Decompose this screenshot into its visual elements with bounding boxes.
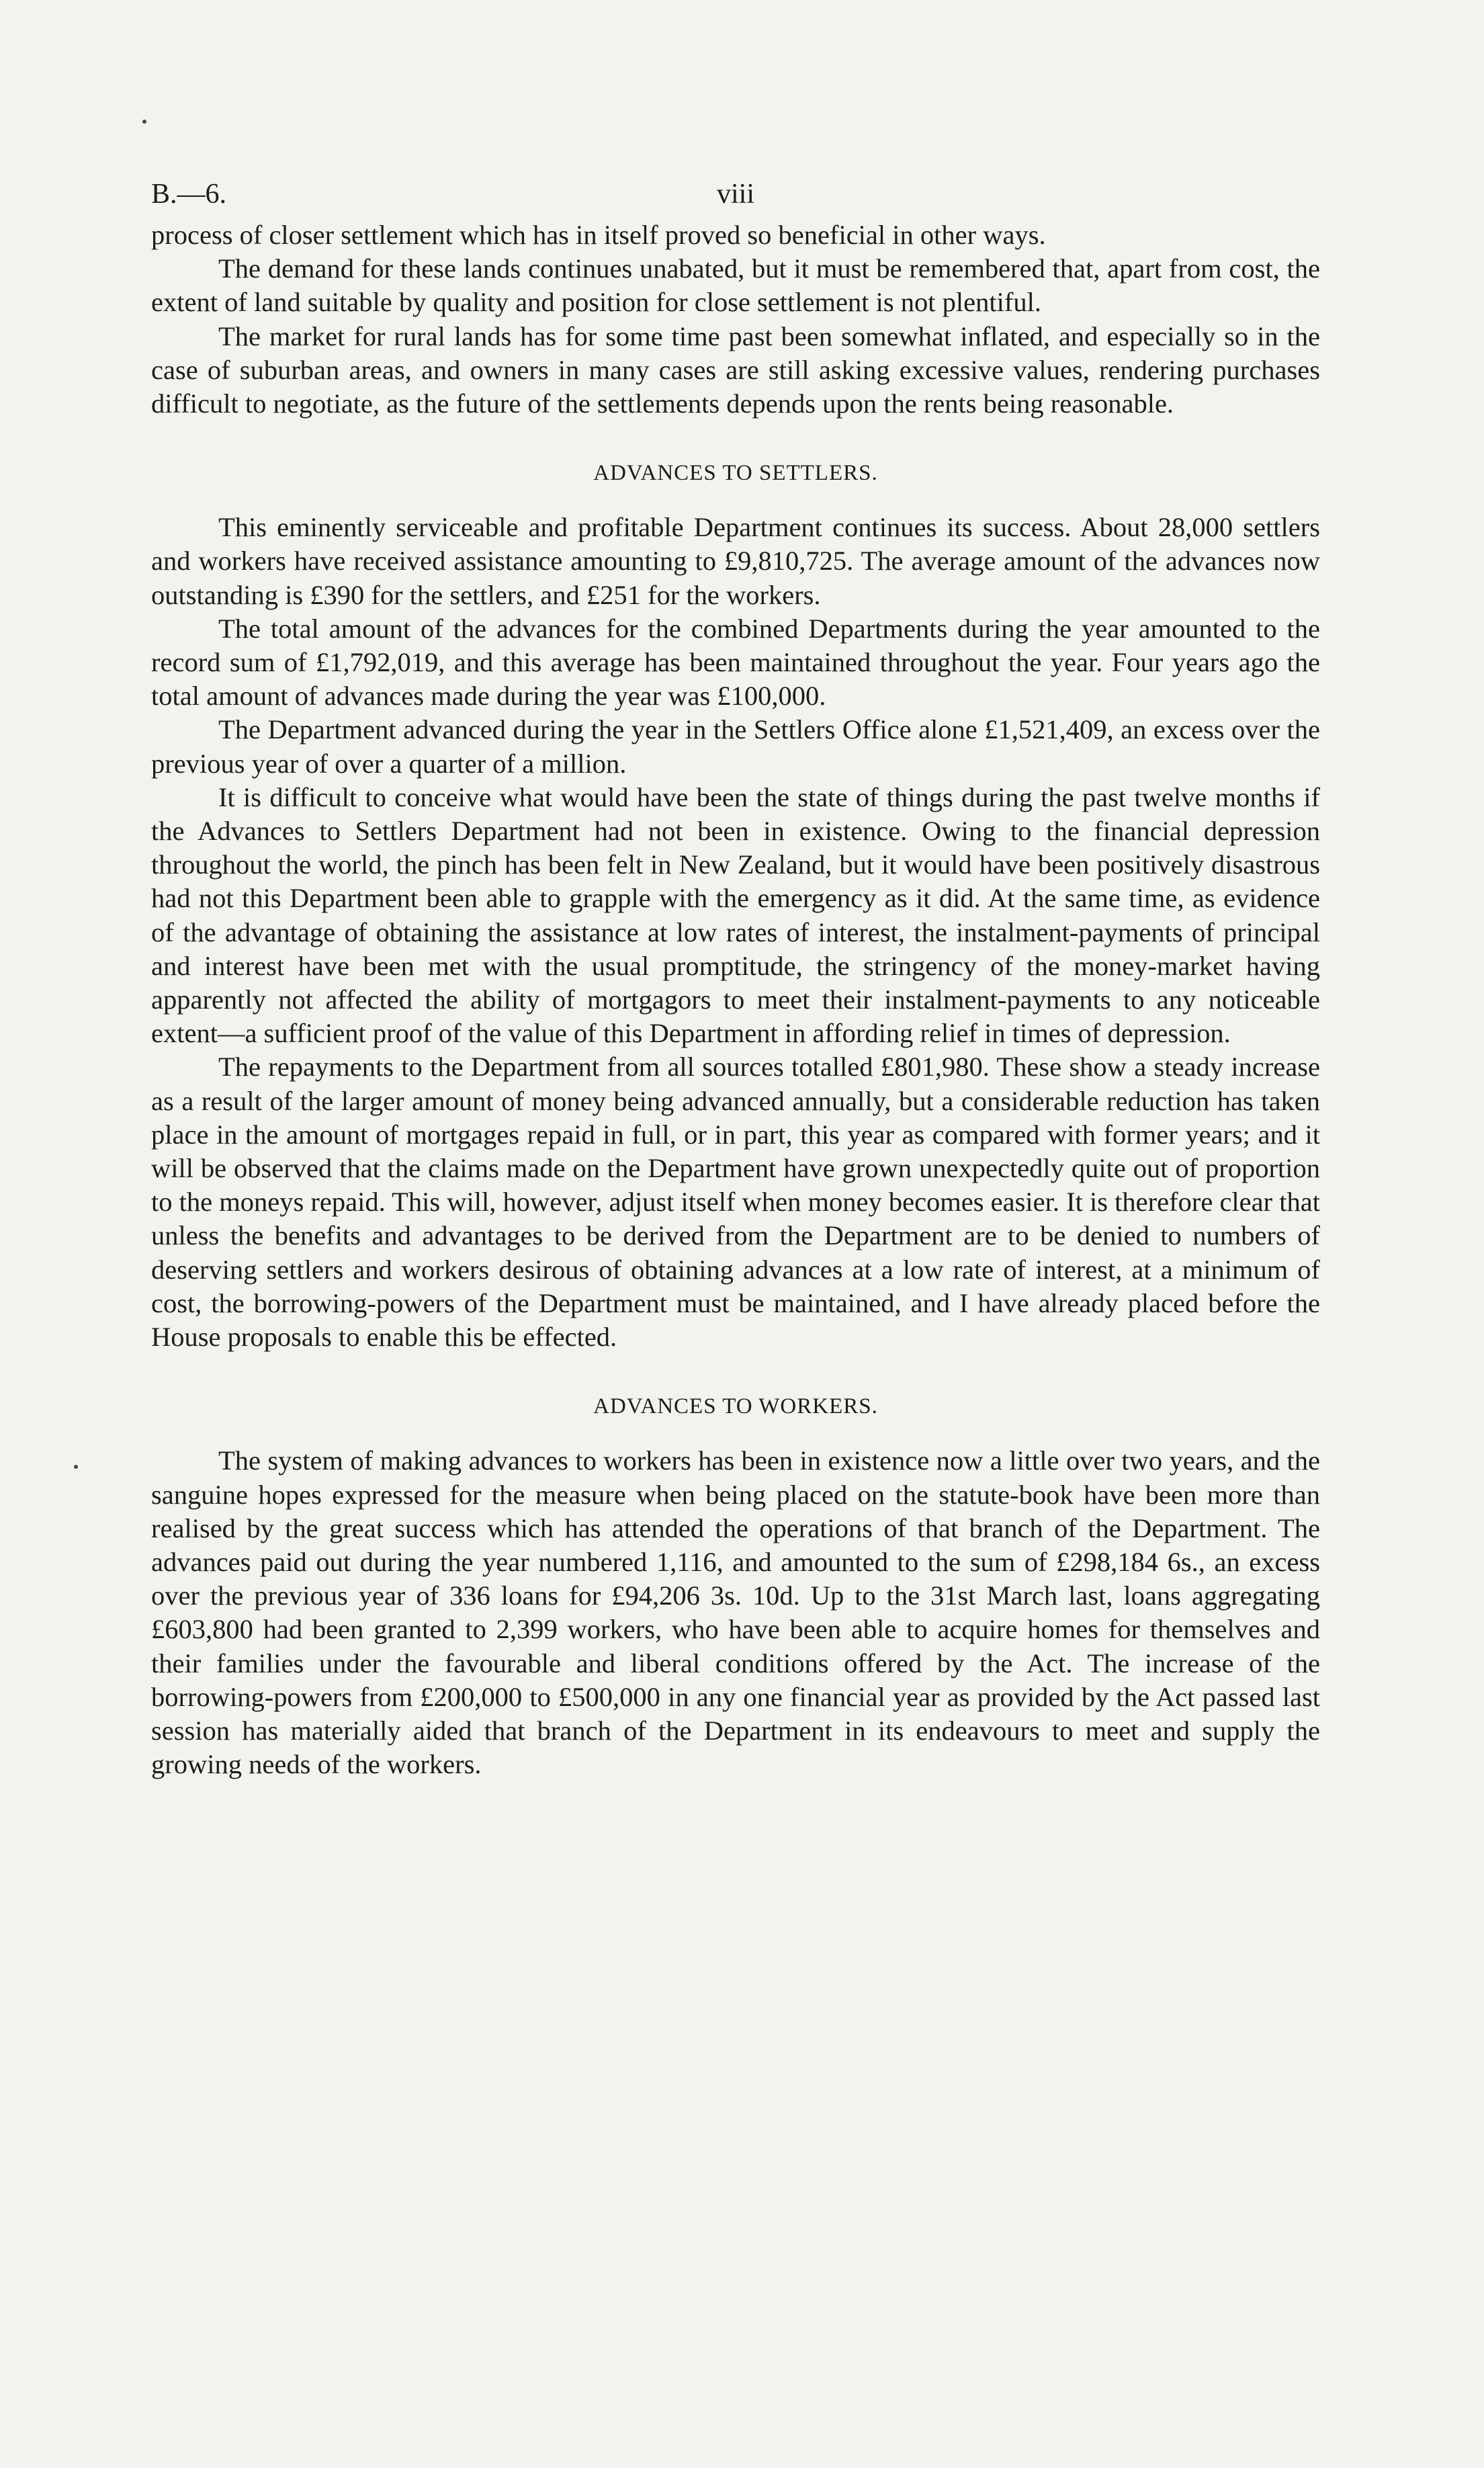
paper-speck (142, 120, 146, 124)
document-page (151, 178, 1320, 1781)
paragraph: It is difficult to conceive what would have been the state of things during the past twelve months if the Advances to Settlers Department had not been in existence. Owing to the financial depression throughout the world, the pinch has been felt in New Zealand, but it would have been positively disastrous had not this Department been able to grapple with the emergency as it did. At the same time, as evidence of the advantage of obtaining the assistance at low rates of interest, the instalment-payments of principal and interest have been met with the usual promptitude, the stringency of the money-market having apparently not affected the ability of mortgagors to meet their instalment-payments to any noticeable extent—a sufficient proof of the value of this Department in affording relief in times of depression. (151, 781, 1320, 1049)
workers-section (151, 1444, 1320, 1781)
paragraph: The market for rural lands has for some time past been somewhat inflated, and especially so in the case of suburban areas, and owners in many cases are still asking excessive values, rendering purchases difficult to negotiate, as the future of the settlements depends upon the rents being reasonable. (151, 321, 1320, 419)
section-heading-settlers: ADVANCES TO SETTLERS. (593, 461, 878, 486)
page-number: viii (716, 179, 754, 210)
paragraph: The repayments to the Department from all sources totalled £801,980. These show a steady increase as a result of the larger amount of money being advanced annually, but a considerable reduction has taken place in the amount of mortgages repaid in full, or in part, this year as compared with former years; and it will be observed that the claims made on the Department have grown unexpectedly quite out of proportion to the moneys repaid. This will, however, adjust itself when money becomes easier. It is therefore clear that unless the benefits and advantages to be derived from the Department are to be denied to numbers of deserving settlers and workers desirous of obtaining advances at a low rate of interest, at a minimum of cost, the borrowing-powers of the Department must be maintained, and I have already placed before the House proposals to enable this be effected. (151, 1052, 1320, 1353)
paragraph: The Department advanced during the year in the Settlers Office alone £1,521,409, an excess over the previous year of over a quarter of a million. (151, 714, 1320, 779)
paragraph: process of closer settlement which has in itself proved so beneficial in other ways. (151, 220, 1046, 250)
paragraph: The total amount of the advances for the combined Departments during the year amounted to the record sum of £1,792,019, and this average has been maintained throughout the year. Four years ago the total amount of advances made during the year was £100,000. (151, 613, 1320, 712)
paper-speck (74, 1465, 78, 1469)
page-header (151, 178, 1320, 218)
section-heading-workers: ADVANCES TO WORKERS. (593, 1394, 878, 1419)
paragraph: The demand for these lands continues unabated, but it must be remembered that, apart from cost, the extent of land suitable by quality and position for close settlement is not plentiful. (151, 253, 1320, 318)
document-reference: B.—6. (151, 179, 227, 210)
paragraph: This eminently serviceable and profitable Department continues its success. About 28,000 settlers and workers have received assistance amounting to £9,810,725. The average amount of the advances now outstanding is £390 for the settlers, and £251 for the workers. (151, 512, 1320, 610)
paragraph: The system of making advances to workers has been in existence now a little over two years, and the sanguine hopes expressed for the measure when being placed on the statute-book have been more than realised by the great success which has attended the operations of that branch of the Department. The advances paid out during the year numbered 1,116, and amounted to the sum of £298,184 6s., an excess over the previous year of 336 loans for £94,206 3s. 10d. Up to the 31st March last, loans aggregating £603,800 had been granted to 2,399 workers, who have been able to acquire homes for themselves and their families under the favourable and liberal conditions offered by the Act. The increase of the borrowing-powers from £200,000 to £500,000 in any one financial year as provided by the Act passed last session has materially aided that branch of the Department in its endeavours to meet and supply the growing needs of the workers. (151, 1445, 1320, 1780)
settlers-section (151, 511, 1320, 1354)
intro-section (151, 218, 1320, 421)
